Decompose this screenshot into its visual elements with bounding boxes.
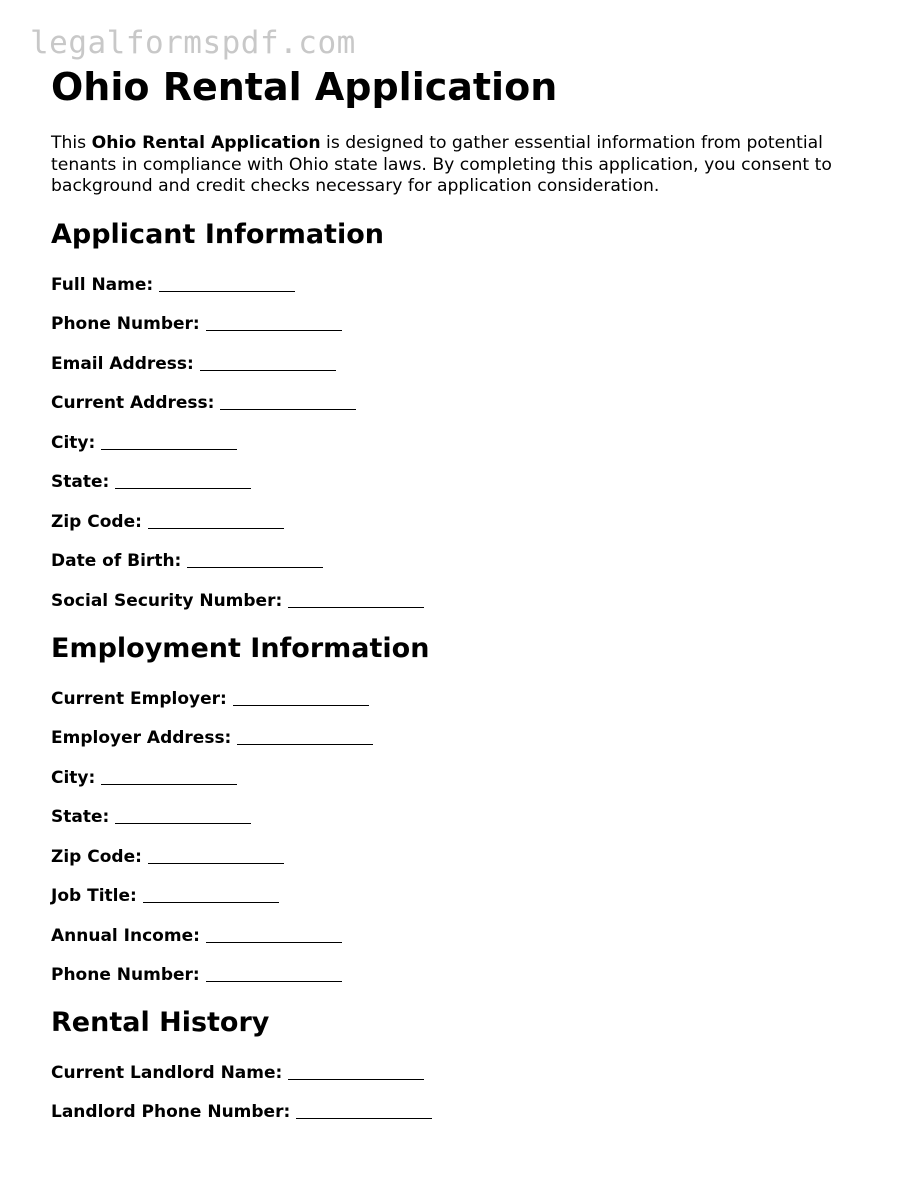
field-label: Current Landlord Name: xyxy=(51,1063,283,1083)
fill-in-blank[interactable] xyxy=(206,980,342,982)
watermark: legalformspdf.com xyxy=(30,25,356,61)
field-label: Date of Birth: xyxy=(51,551,182,571)
section-heading-applicant: Applicant Information xyxy=(51,219,384,250)
field-city xyxy=(51,432,237,454)
fill-in-blank[interactable] xyxy=(220,408,356,410)
field-current-landlord-name xyxy=(51,1062,424,1084)
field-label: State: xyxy=(51,807,110,827)
field-label: City: xyxy=(51,433,96,453)
intro-suffix: is designed to gather essential information from potential tenants in compliance with Ohio state laws. By completing this application, you consent to background and credit checks necessary for application consideration. xyxy=(51,133,832,196)
field-employer-state xyxy=(51,806,251,828)
fill-in-blank[interactable] xyxy=(148,862,284,864)
field-label: Zip Code: xyxy=(51,512,142,532)
field-label: Employer Address: xyxy=(51,728,232,748)
fill-in-blank[interactable] xyxy=(233,704,369,706)
fill-in-blank[interactable] xyxy=(288,606,424,608)
field-label: State: xyxy=(51,472,110,492)
field-label: Current Employer: xyxy=(51,689,227,709)
field-ssn xyxy=(51,590,424,612)
field-employer-phone-number xyxy=(51,964,342,986)
field-annual-income xyxy=(51,925,342,947)
field-label: Job Title: xyxy=(51,886,137,906)
fill-in-blank[interactable] xyxy=(101,783,237,785)
fill-in-blank[interactable] xyxy=(143,901,279,903)
fill-in-blank[interactable] xyxy=(200,369,336,371)
field-label: Social Security Number: xyxy=(51,591,283,611)
intro-bold: Ohio Rental Application xyxy=(91,133,321,153)
fill-in-blank[interactable] xyxy=(296,1117,432,1119)
field-employer-address xyxy=(51,727,373,749)
field-email-address xyxy=(51,353,336,375)
fill-in-blank[interactable] xyxy=(115,822,251,824)
field-label: Landlord Phone Number: xyxy=(51,1102,291,1122)
fill-in-blank[interactable] xyxy=(148,527,284,529)
field-label: Full Name: xyxy=(51,275,154,295)
field-label: Annual Income: xyxy=(51,926,200,946)
section-heading-rental-history: Rental History xyxy=(51,1007,270,1038)
fill-in-blank[interactable] xyxy=(159,290,295,292)
section-heading-employment: Employment Information xyxy=(51,633,430,664)
fill-in-blank[interactable] xyxy=(115,487,251,489)
field-job-title xyxy=(51,885,279,907)
field-employer-city xyxy=(51,767,237,789)
field-full-name xyxy=(51,274,295,296)
field-state xyxy=(51,471,251,493)
field-landlord-phone-number xyxy=(51,1101,432,1123)
intro-paragraph xyxy=(51,133,881,198)
field-phone-number xyxy=(51,313,342,335)
field-label: Phone Number: xyxy=(51,965,200,985)
field-label: Current Address: xyxy=(51,393,215,413)
field-current-address xyxy=(51,392,356,414)
fill-in-blank[interactable] xyxy=(288,1078,424,1080)
field-label: Phone Number: xyxy=(51,314,200,334)
fill-in-blank[interactable] xyxy=(237,743,373,745)
fill-in-blank[interactable] xyxy=(101,448,237,450)
field-employer-zip-code xyxy=(51,846,284,868)
intro-prefix: This xyxy=(51,133,92,153)
fill-in-blank[interactable] xyxy=(187,566,323,568)
fill-in-blank[interactable] xyxy=(206,941,342,943)
field-label: City: xyxy=(51,768,96,788)
field-label: Zip Code: xyxy=(51,847,142,867)
field-date-of-birth xyxy=(51,550,323,572)
fill-in-blank[interactable] xyxy=(206,329,342,331)
page-title: Ohio Rental Application xyxy=(51,65,558,109)
field-current-employer xyxy=(51,688,369,710)
field-label: Email Address: xyxy=(51,354,194,374)
field-zip-code xyxy=(51,511,284,533)
